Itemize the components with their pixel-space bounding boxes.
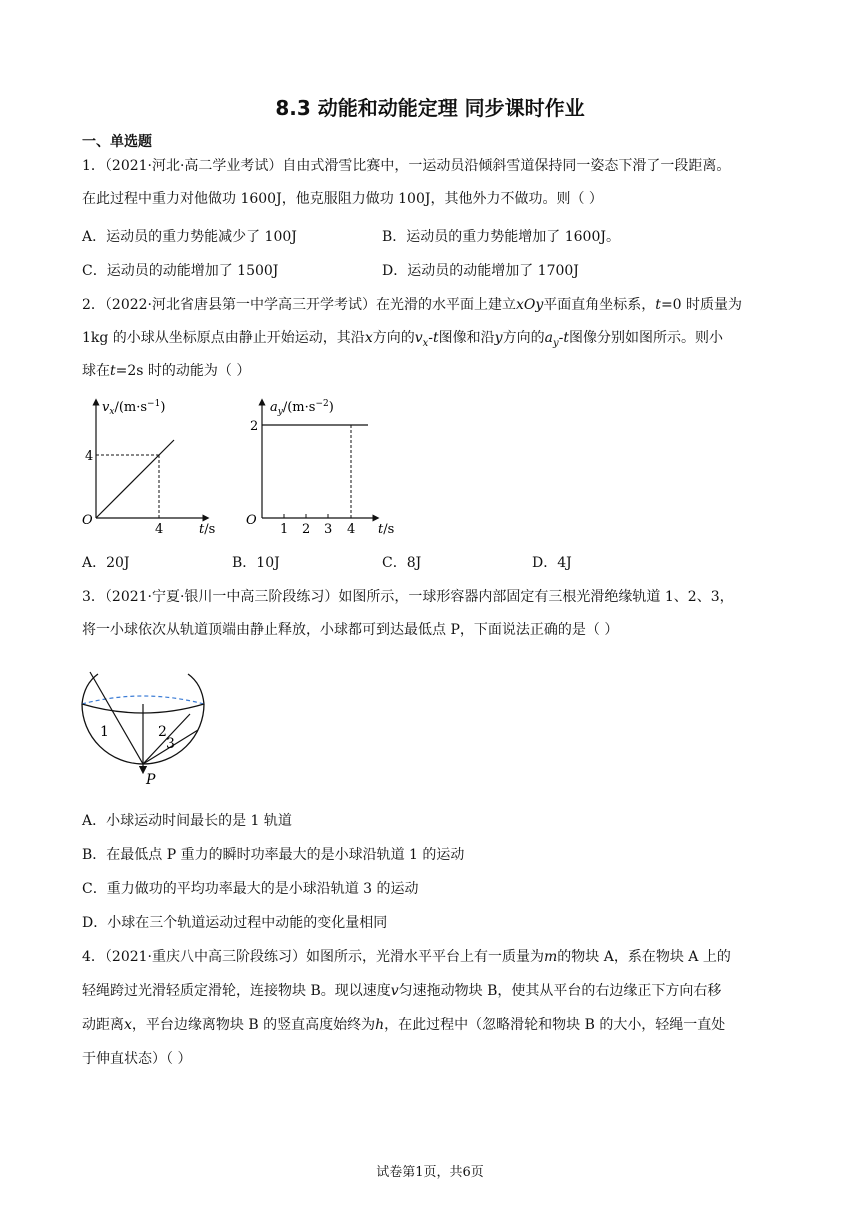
page-title: 8.3 动能和动能定理 同步课时作业: [275, 96, 585, 120]
q4-line-3: 动距离x，平台边缘离物块 B 的竖直高度始终为h，在此过程中（忽略滑轮和物块 B 的大小，轻绳一直处: [82, 1017, 726, 1033]
vx-t-tick-y-4: 4: [85, 449, 94, 464]
vx-t-xlabel: t/s: [199, 522, 216, 537]
ay-t-ylabel: $a_y/(m\cdot s^{-2})$: [270, 399, 334, 417]
q1-option-d: D．运动员的动能增加了 1700J: [382, 263, 579, 279]
point-p-label: P: [146, 772, 156, 786]
q3-line-1: 3．（2021·宁夏·银川一中高三阶段练习）如图所示，一球形容器内部固定有三根光滑绝缘轨道 1、2、3，: [82, 589, 734, 605]
q1-line-2: 在此过程中重力对他做功 1600J，他克服阻力做功 100J，其他外力不做功。则（ ）: [82, 191, 603, 207]
ay-t-tick-x-4: 4: [347, 522, 356, 537]
q3-option-b: B．在最低点 P 重力的瞬时功率最大的是小球沿轨道 1 的运动: [82, 847, 465, 863]
q4-line-4: 于伸直状态）（ ）: [82, 1051, 192, 1067]
spherical-container-figure: [78, 664, 218, 786]
q4-line-2: 轻绳跨过光滑轻质定滑轮，连接物块 B。现以速度v匀速拖动物块 B，使其从平台的右边缘正下方向右移: [82, 983, 722, 999]
ay-t-graph: [242, 392, 402, 540]
vx-t-data-line: [96, 440, 174, 518]
q2-line-2: 1kg 的小球从坐标原点由静止开始运动，其沿x方向的$v_x-t$图像和沿y方向的$a_y-t$图像分别如图所示。则小: [82, 330, 723, 349]
q2-option-c: C．8J: [382, 555, 422, 571]
vx-t-ylabel: $v_x/(m\cdot s^{-1})$: [102, 399, 166, 417]
q2-option-d: D．4J: [532, 555, 572, 571]
track-label-3: 3: [166, 736, 175, 752]
q1-line-1: 1．（2021·河北·高二学业考试）自由式滑雪比赛中，一运动员沿倾斜雪道保持同一姿态下滑了一段距离。: [82, 158, 731, 174]
ay-t-tick-x-3: 3: [324, 522, 333, 537]
q3-line-2: 将一小球依次从轨道顶端由静止释放，小球都可到达最低点 P，下面说法正确的是（ ）: [82, 622, 619, 638]
vx-t-origin: O: [82, 513, 93, 528]
track-1: [90, 672, 143, 764]
ay-t-tick-x-2: 2: [302, 522, 311, 537]
q2-line-3: 球在t=2s 时的动能为（ ）: [82, 363, 251, 379]
ay-t-tick-x-1: 1: [280, 522, 289, 537]
container-rim-back: [82, 696, 204, 704]
ay-t-origin: O: [246, 513, 257, 528]
page-footer: 试卷第1页，共6页: [376, 1165, 484, 1180]
q1-option-b: B．运动员的重力势能增加了 1600J。: [382, 229, 620, 245]
q2-option-a: A．20J: [82, 555, 130, 571]
q3-option-c: C．重力做功的平均功率最大的是小球沿轨道 3 的运动: [82, 881, 419, 897]
track-label-1: 1: [100, 724, 109, 740]
q2-line-1: 2．（2022·河北省唐县第一中学高三开学考试）在光滑的水平面上建立xOy平面直角坐标系，t=0 时质量为: [82, 297, 743, 313]
q1-option-c: C．运动员的动能增加了 1500J: [82, 263, 279, 279]
q1-option-a: A．运动员的重力势能减少了 100J: [82, 229, 297, 245]
vx-t-graph: [78, 392, 228, 540]
q3-option-d: D．小球在三个轨道运动过程中动能的变化量相同: [82, 915, 388, 931]
q4-line-1: 4．（2021·重庆八中高三阶段练习）如图所示，光滑水平平台上有一质量为m的物块 A，系在物块 A 上的: [82, 949, 731, 965]
vx-t-tick-x-4: 4: [155, 522, 164, 537]
ay-t-xlabel: t/s: [378, 522, 395, 537]
q2-option-b: B．10J: [232, 555, 280, 571]
ay-t-tick-y-2: 2: [250, 419, 259, 434]
q3-option-a: A．小球运动时间最长的是 1 轨道: [82, 813, 292, 829]
track-label-2: 2: [158, 724, 167, 740]
section-heading: 一、单选题: [82, 134, 152, 150]
